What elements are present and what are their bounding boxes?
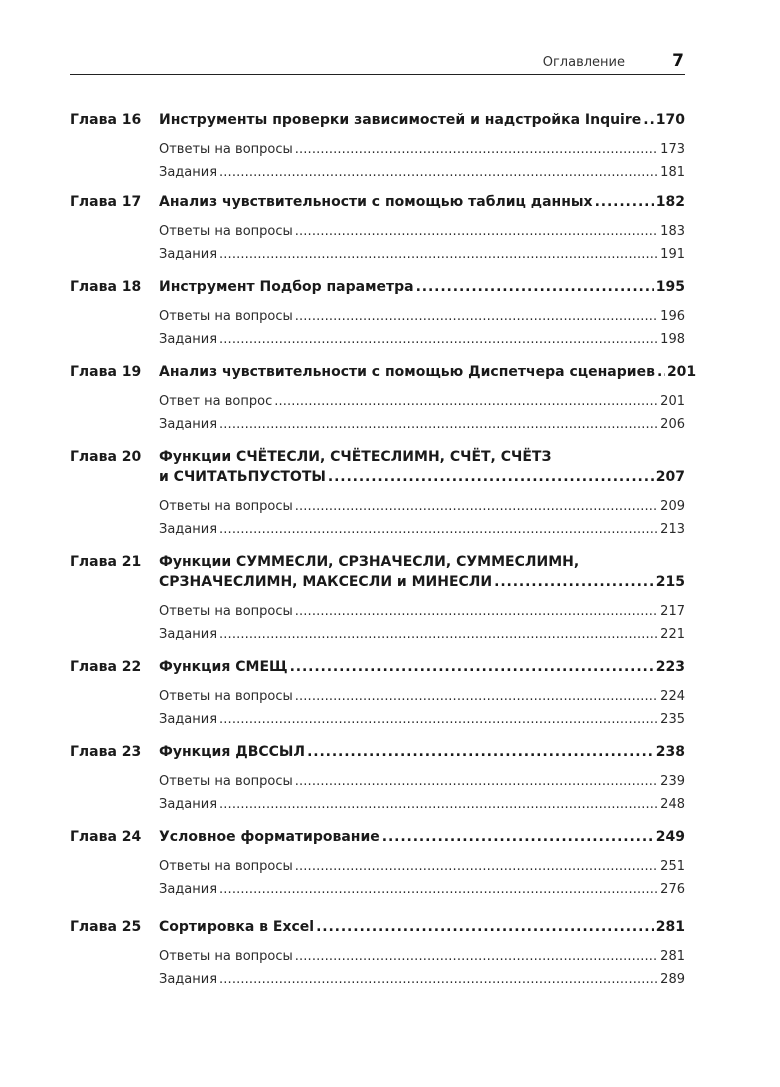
- section-title: Задания: [159, 417, 218, 432]
- section-link[interactable]: [159, 793, 685, 816]
- chapter-page-number: 215: [655, 574, 685, 590]
- chapter-title-first-line: Функции СЧЁТЕСЛИ, СЧЁТЕСЛИМН, СЧЁТ, СЧЁТЗ: [159, 449, 552, 465]
- section-link[interactable]: [159, 600, 685, 623]
- chapter-title: Условное форматирование: [159, 829, 380, 845]
- section-page-number: 209: [660, 499, 685, 514]
- section-link[interactable]: [159, 138, 685, 161]
- chapter-title-link[interactable]: [159, 277, 685, 297]
- section-title: Задания: [159, 332, 218, 347]
- section-link[interactable]: [159, 968, 685, 991]
- toc-chapter: [70, 447, 685, 541]
- section-title: Задания: [159, 627, 218, 642]
- section-page-number: 183: [660, 224, 685, 239]
- section-page-number: 173: [660, 142, 685, 157]
- chapter-entries: [159, 742, 685, 816]
- toc-chapter: [70, 552, 685, 646]
- section-title: Ответы на вопросы: [159, 949, 293, 964]
- section-page-number: 276: [660, 882, 685, 897]
- chapter-page-number: 249: [655, 829, 685, 845]
- section-link[interactable]: [159, 161, 685, 184]
- section-list: [159, 495, 685, 541]
- chapter-title: Инструмент Подбор параметра: [159, 279, 414, 295]
- section-list: [159, 945, 685, 991]
- dot-leader: [219, 968, 658, 991]
- dot-leader: [595, 192, 654, 212]
- chapter-title-link[interactable]: [159, 827, 685, 847]
- section-title: Ответы на вопросы: [159, 309, 293, 324]
- section-list: [159, 305, 685, 351]
- dot-leader: [295, 138, 658, 161]
- chapter-title-link[interactable]: [159, 917, 685, 937]
- section-link[interactable]: [159, 945, 685, 968]
- section-title: Задания: [159, 522, 218, 537]
- chapter-page-number: 281: [655, 919, 685, 935]
- section-title: Ответ на вопрос: [159, 394, 273, 409]
- toc-chapter: [70, 657, 685, 731]
- section-link[interactable]: [159, 685, 685, 708]
- header-page-number: 7: [672, 51, 684, 71]
- chapter-title: Сортировка в Excel: [159, 919, 315, 935]
- section-list: [159, 220, 685, 266]
- dot-leader: [382, 827, 654, 847]
- dot-leader: [219, 878, 658, 901]
- toc-chapter: [70, 362, 697, 436]
- section-title: Задания: [159, 972, 218, 987]
- section-link[interactable]: [159, 855, 685, 878]
- dot-leader: [416, 277, 654, 297]
- dot-leader: [316, 917, 654, 937]
- section-link[interactable]: [159, 305, 685, 328]
- dot-leader: [295, 220, 658, 243]
- section-link[interactable]: [159, 413, 685, 436]
- chapter-page-number: 201: [666, 364, 697, 380]
- chapter-page-number: 207: [655, 469, 685, 485]
- dot-leader: [219, 161, 658, 184]
- chapter-title-link[interactable]: [159, 467, 685, 487]
- dot-leader: [657, 362, 665, 382]
- section-page-number: 224: [660, 689, 685, 704]
- section-page-number: 251: [660, 859, 685, 874]
- chapter-entries: [159, 192, 685, 266]
- toc-chapter: [70, 110, 685, 184]
- section-title: Задания: [159, 165, 218, 180]
- chapter-entries: [159, 827, 685, 901]
- section-page-number: 248: [660, 797, 685, 812]
- chapter-label: Глава 21: [70, 554, 142, 570]
- dot-leader: [290, 657, 654, 677]
- section-page-number: 181: [660, 165, 685, 180]
- dot-leader: [295, 495, 658, 518]
- section-title: Ответы на вопросы: [159, 604, 293, 619]
- dot-leader: [307, 742, 654, 762]
- chapter-title-link[interactable]: [159, 742, 685, 762]
- chapter-title: Функция СМЕЩ: [159, 659, 288, 675]
- section-link[interactable]: [159, 623, 685, 646]
- dot-leader: [219, 243, 658, 266]
- section-link[interactable]: [159, 708, 685, 731]
- chapter-title: Анализ чувствительности с помощью Диспетчера сценариев: [159, 364, 655, 380]
- dot-leader: [295, 685, 658, 708]
- chapter-label: Глава 19: [70, 364, 142, 380]
- section-title: Задания: [159, 797, 218, 812]
- section-list: [159, 138, 685, 184]
- toc-chapter: [70, 277, 685, 351]
- chapter-entries: [159, 110, 685, 184]
- toc-chapter: [70, 742, 685, 816]
- section-list: [159, 390, 685, 436]
- section-title: Задания: [159, 712, 218, 727]
- section-link[interactable]: [159, 243, 685, 266]
- dot-leader: [219, 328, 658, 351]
- section-link[interactable]: [159, 770, 685, 793]
- chapter-title-link[interactable]: [159, 362, 697, 382]
- chapter-title: Инструменты проверки зависимостей и надстройка Inquire: [159, 112, 642, 128]
- chapter-label: Глава 24: [70, 829, 142, 845]
- chapter-label: Глава 16: [70, 112, 142, 128]
- section-title: Ответы на вопросы: [159, 224, 293, 239]
- chapter-page-number: 182: [655, 194, 685, 210]
- chapter-entries: [159, 447, 685, 541]
- chapter-title: Анализ чувствительности с помощью таблиц данных: [159, 194, 593, 210]
- toc-chapter: [70, 917, 685, 991]
- dot-leader: [219, 623, 658, 646]
- chapter-title-link[interactable]: [159, 657, 685, 677]
- section-title: Задания: [159, 882, 218, 897]
- dot-leader: [219, 413, 658, 436]
- section-list: [159, 855, 685, 901]
- chapter-label: Глава 20: [70, 449, 142, 465]
- section-page-number: 196: [660, 309, 685, 324]
- dot-leader: [219, 708, 658, 731]
- dot-leader: [295, 600, 658, 623]
- toc-chapter: [70, 827, 685, 901]
- chapter-title-link[interactable]: [159, 192, 685, 212]
- dot-leader: [295, 855, 658, 878]
- section-page-number: 289: [660, 972, 685, 987]
- section-page-number: 221: [660, 627, 685, 642]
- section-page-number: 191: [660, 247, 685, 262]
- section-title: Ответы на вопросы: [159, 689, 293, 704]
- chapter-entries: [159, 277, 685, 351]
- section-link[interactable]: [159, 518, 685, 541]
- section-link[interactable]: [159, 328, 685, 351]
- chapter-label: Глава 25: [70, 919, 142, 935]
- dot-leader: [295, 770, 658, 793]
- section-link[interactable]: [159, 878, 685, 901]
- dot-leader: [328, 467, 654, 487]
- chapter-title: Функция ДВССЫЛ: [159, 744, 306, 760]
- chapter-title: СРЗНАЧЕСЛИМН, МАКСЕСЛИ и МИНЕСЛИ: [159, 574, 493, 590]
- chapter-label: Глава 22: [70, 659, 142, 675]
- section-page-number: 217: [660, 604, 685, 619]
- chapter-page-number: 238: [655, 744, 685, 760]
- chapter-title-first-line: Функции СУММЕСЛИ, СРЗНАЧЕСЛИ, СУММЕСЛИМН,: [159, 554, 580, 570]
- section-title: Ответы на вопросы: [159, 774, 293, 789]
- dot-leader: [494, 572, 654, 592]
- dot-leader: [295, 305, 658, 328]
- chapter-page-number: 195: [655, 279, 685, 295]
- section-page-number: 281: [660, 949, 685, 964]
- header-title: Оглавление: [542, 55, 625, 70]
- chapter-entries: [159, 917, 685, 991]
- section-page-number: 198: [660, 332, 685, 347]
- section-page-number: 239: [660, 774, 685, 789]
- chapter-entries: [159, 362, 697, 436]
- chapter-page-number: 223: [655, 659, 685, 675]
- chapter-page-number: 170: [655, 112, 685, 128]
- toc-chapter: [70, 192, 685, 266]
- section-link[interactable]: [159, 390, 685, 413]
- chapter-title-link[interactable]: [159, 572, 685, 592]
- chapter-entries: [159, 657, 685, 731]
- chapter-title-link[interactable]: [159, 110, 685, 130]
- section-title: Ответы на вопросы: [159, 499, 293, 514]
- section-title: Задания: [159, 247, 218, 262]
- section-page-number: 201: [660, 394, 685, 409]
- section-page-number: 206: [660, 417, 685, 432]
- section-list: [159, 770, 685, 816]
- section-page-number: 213: [660, 522, 685, 537]
- section-title: Ответы на вопросы: [159, 859, 293, 874]
- dot-leader: [219, 518, 658, 541]
- dot-leader: [643, 110, 654, 130]
- dot-leader: [295, 945, 658, 968]
- chapter-label: Глава 23: [70, 744, 142, 760]
- chapter-label: Глава 18: [70, 279, 142, 295]
- dot-leader: [274, 390, 658, 413]
- chapter-label: Глава 17: [70, 194, 142, 210]
- section-page-number: 235: [660, 712, 685, 727]
- chapter-entries: [159, 552, 685, 646]
- section-link[interactable]: [159, 495, 685, 518]
- chapter-title: и СЧИТАТЬПУСТОТЫ: [159, 469, 326, 485]
- section-list: [159, 685, 685, 731]
- section-title: Ответы на вопросы: [159, 142, 293, 157]
- section-list: [159, 600, 685, 646]
- dot-leader: [219, 793, 658, 816]
- running-header: [70, 52, 685, 75]
- section-link[interactable]: [159, 220, 685, 243]
